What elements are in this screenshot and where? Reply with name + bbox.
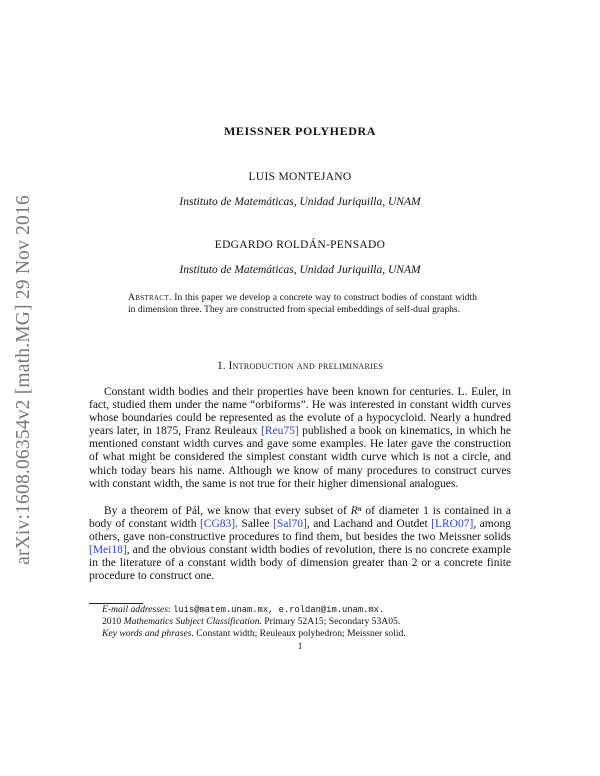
citation-sal70[interactable]: [Sal70] [273, 518, 307, 531]
author-2-name: EDGARDO ROLDÁN-PENSADO [214, 239, 386, 251]
author-1-affiliation: Instituto de Matemáticas, Unidad Juriquilla, UNAM [179, 196, 421, 208]
citation-lro07[interactable]: [LRO07] [431, 518, 474, 531]
citation-reu75[interactable]: [Reu75] [261, 425, 299, 438]
math-rn: Rⁿ [350, 505, 362, 517]
abstract [128, 292, 477, 316]
arxiv-identifier: arXiv:1608.06354v2 [math.MG] 29 Nov 2016 [13, 195, 34, 565]
footnote-msc: 2010 Mathematics Subject Classification. Primary 52A15; Secondary 53A05. [102, 616, 401, 627]
abstract-label: Abstract. [128, 292, 172, 303]
paper-title: MEISSNER POLYHEDRA [223, 124, 377, 138]
arxiv-stamp [4, 180, 44, 580]
section-number: 1. [216, 360, 226, 372]
author-1-name: LUIS MONTEJANO [248, 171, 352, 183]
citation-cg83[interactable]: [CG83] [199, 518, 236, 531]
email-addresses[interactable]: luis@matem.unam.mx, e.roldan@im.unam.mx. [173, 605, 385, 615]
author-2-affiliation: Instituto de Matemáticas, Unidad Juriquilla, UNAM [179, 264, 421, 276]
footnote-keywords: Key words and phrases. Constant width; Reuleaux polyhedron; Meissner solid. [102, 628, 406, 639]
footnote-emails: E-mail addresses: luis@matem.unam.mx, e.roldan@im.unam.mx. [102, 604, 385, 615]
page-number: 1 [297, 641, 303, 652]
paragraph-1: Constant width bodies and their properties have been known for centuries. L. Euler, in fact, studied them under the name “orbiforms”. He was interested in constant width curves whose boundaries could be represented as the evolute of a hypocycloid. Nearly a hundred years later, in 1875, Franz Reuleaux [Reu75] published a book on kinematics, in which he mentioned constant width curves and gave some examples. He later gave the construction of what might be considered the simplest constant width curve which is not a circle, and which today bears his name. Although we know of many procedures to construct curves with constant width, the same is not true for their higher dimensional analogues. [89, 386, 511, 490]
citation-mei18[interactable]: [Mei18] [89, 544, 127, 557]
section-heading [89, 360, 511, 372]
paragraph-2: By a theorem of Pál, we know that every subset of Rⁿ of diameter 1 is contained in a body of constant width [CG83]. Sallee [Sal70], and Lachand and Outdet [LRO07], among others, gave non-constructive procedures to find them, but besides the two Meissner solids [Mei18], and the obvious constant width bodies of revolution, there is no concrete example in the literature of a constant width body of dimension greater than 2 or a concrete finite procedure to construct one. [89, 505, 511, 583]
abstract-text: In this paper we develop a concrete way to construct bodies of constant width in dimension three. They are constructed from special embeddings of self-dual graphs. [128, 292, 477, 316]
section-title: Introduction and preliminaries [228, 360, 384, 372]
